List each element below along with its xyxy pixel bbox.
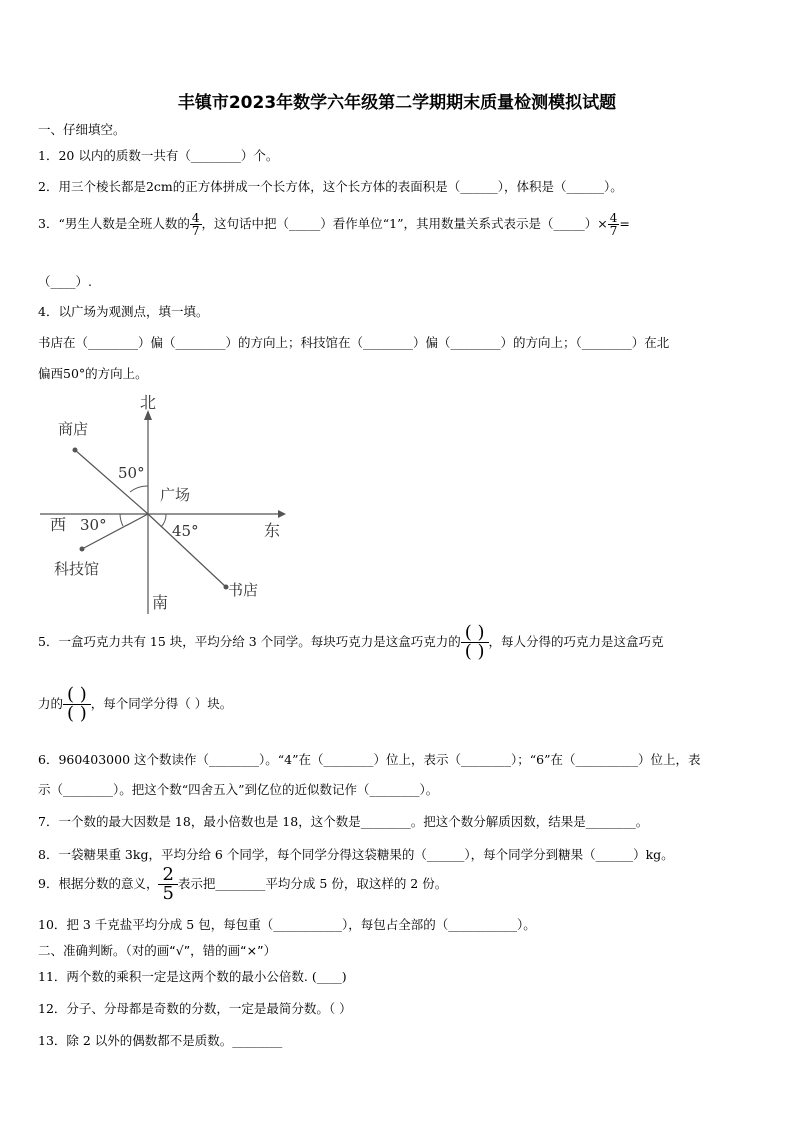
shop-ray [75,450,148,514]
question-5 [38,624,664,661]
question-10: 10．把 3 千克盐平均分成 5 包，每包重（___________），每包占全部的（___________）。 [38,917,536,932]
question-9 [38,866,447,903]
question-4-head: 4．以广场为观测点，填一填。 [38,304,209,319]
angle-arc-west [120,514,123,526]
label-bookstore: 书店 [228,581,259,599]
q3-mid: ，这句话中把（_____）看作单位“1”，其用数量关系式表示是（_____）× [201,216,608,231]
question-1: 1．20 以内的质数一共有（________）个。 [38,148,279,163]
question-4-line1: 书店在（________）偏（________）的方向上；科技馆在（________）偏（________）的方向上；（________）在北 [38,335,670,350]
question-5-cont [38,686,232,723]
angle-label-west: 30° [80,516,107,534]
label-east: 东 [264,521,281,540]
q3-fraction: $\frac{4}{7}$ [191,211,200,238]
label-shop: 商店 [58,420,89,438]
east-arrow [278,510,286,518]
shop-point [73,448,78,453]
question-8: 8．一袋糖果重 3kg，平均分给 6 个同学，每个同学分得这袋糖果的（______），每个同学分到糖果（______）kg。 [38,847,674,862]
museum-point [80,547,85,552]
label-west: 西 [50,515,67,534]
label-museum: 科技馆 [54,560,100,578]
direction-diagram [40,388,290,618]
angle-label-east: 45° [172,522,199,540]
q5-post: ，每人分得的巧克力是这盒巧克 [488,634,664,649]
question-7: 7．一个数的最大因数是 18，最小倍数也是 18，这个数是________。把这个数分解质因数，结果是________。 [38,814,649,829]
question-13: 13．除 2 以外的偶数都不是质数。________ [38,1033,283,1048]
section-1-heading: 一、仔细填空。 [38,122,126,137]
q5-pre: 5．一盒巧克力共有 15 块，平均分给 3 个同学。每块巧克力是这盒巧克力的 [38,634,461,649]
question-4-line2: 偏西50°的方向上。 [38,366,148,381]
label-north: 北 [140,393,157,412]
q3-post: = [619,216,630,231]
q5-fraction-2: ( ) ( ) [63,686,91,723]
q9-post: 表示把________平均分成 5 份，取这样的 2 份。 [177,876,448,891]
angle-label-north: 50° [118,464,145,482]
q5-fraction-1: ( ) ( ) [461,624,489,661]
question-6-line2: 示（________）。把这个数“四舍五入”到亿位的近似数记作（________）。 [38,782,439,797]
q9-pre: 9．根据分数的意义， [38,876,159,891]
q3-fraction-2: $\frac{4}{7}$ [609,211,618,238]
question-6-line1: 6．960403000 这个数读作（________）。“4”在（________）位上，表示（________）；“6”在（__________）位上，表 [38,752,701,767]
label-center: 广场 [160,486,191,504]
q3-pre: 3．“男生人数是全班人数的 [38,216,190,231]
q9-fraction: $\frac{2}{5}$ [158,866,177,903]
angle-arc-east [161,514,166,527]
question-3-cont: （____）. [38,274,92,289]
section-2-heading: 二、准确判断。（对的画“√”，错的画“×”） [38,943,277,958]
question-11: 11．两个数的乘积一定是这两个数的最小公倍数. (____) [38,969,347,984]
question-2: 2．用三个棱长都是2cm的正方体拼成一个长方体，这个长方体的表面积是（______），体积是（______）。 [38,179,623,194]
label-south: 南 [152,593,169,612]
q5-cont-pre: 力的 [38,696,64,711]
q5-cont-post: ，每个同学分得（ ）块。 [90,696,233,711]
question-3 [38,212,630,237]
question-12: 12．分子、分母都是奇数的分数，一定是最简分数。（ ） [38,1001,352,1016]
angle-arc-north [130,486,148,492]
page-title: 丰镇市2023年数学六年级第二学期期末质量检测模拟试题 [177,93,617,113]
